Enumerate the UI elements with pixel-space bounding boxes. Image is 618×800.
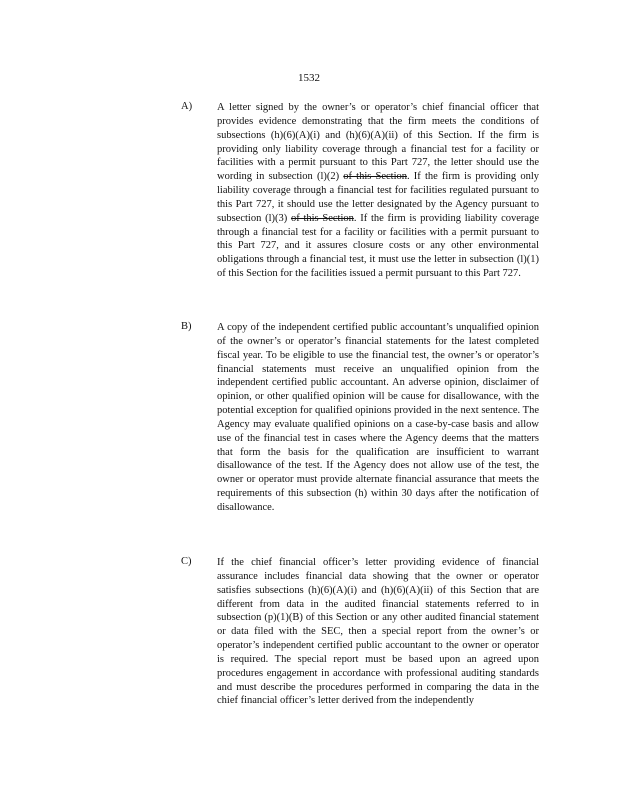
paragraph-c-segment: If the chief financial officer’s letter providing evidence of financial assurance includes financial data showing that the owner or operator satisfies subsections (h)(6)(A)(i) and (h)(6)(A)(ii) of this Section that are different from data in the audited financial statements referred to in subsection (p)(1)(B) of this Section or any other audited financial statement or data filed with the SEC, then a special report from the owner’s or operator’s independent certified public accountant to the owner or operator is required. The special report must be based upon an agreed upon procedures engagement in accordance with professional auditing standards and must describe the procedures performed in comparing the data in the chief financial officer’s letter derived from the independently <box>217 557 539 707</box>
paragraph-c-text <box>217 556 539 708</box>
paragraph-a-text <box>217 101 539 281</box>
page-number: 1532 <box>298 72 320 84</box>
paragraph-c-marker: C) <box>181 556 192 567</box>
paragraph-a-segment: . If the firm is providing liability coverage through a financial test for a facility or facilities with a permit pursuant to this Part 727, and it assures closure costs or any other environmental obligations through a financial test, it must use the letter in subsection (l)(1) of this Section for the facilities issued a permit pursuant to this Part 727. <box>217 212 539 280</box>
paragraph-b-text <box>217 321 539 515</box>
paragraph-a-segment: . If the firm is providing only liability coverage through a financial test for facilities regulated pursuant to this Part 727, it should use the letter designated by the Agency pursuant to subsection (l)(3) <box>217 171 539 224</box>
paragraph-a-struck-segment: of this Section <box>290 212 354 224</box>
paragraph-a-struck-segment: of this Section <box>343 171 408 183</box>
paragraph-a-segment: A letter signed by the owner’s or operator’s chief financial officer that provides evidence demonstrating that the firm meets the conditions of subsections (h)(6)(A)(i) and (h)(6)(A)(ii) of this Section. If the firm is providing only liability coverage through a financial test for a facility or facilities with a permit pursuant to this Part 727, the letter should use the wording in subsection (l)(2) <box>217 102 539 183</box>
paragraph-a-marker: A) <box>181 101 193 112</box>
paragraph-b-segment: A copy of the independent certified public accountant’s unqualified opinion of the owner’s or operator’s financial statements for the latest completed fiscal year. To be eligible to use the financial test, the owner’s or operator’s financial statements must receive an unqualified opinion from the independent certified public accountant. An adverse opinion, disclaimer of opinion, or other qualified opinion will be cause for disallowance, with the potential exception for qualified opinions provided in the next sentence. The Agency may evaluate qualified opinions on a case-by-case basis and allow use of the financial test in cases where the Agency deems that the matters that form the basis for the qualification are insufficient to warrant disallowance of the test. If the Agency does not allow use of the test, the owner or operator must provide alternate financial assurance that meets the requirements of this subsection (h) within 30 days after the notification of disallowance. <box>217 322 539 513</box>
paragraph-b-marker: B) <box>181 321 192 332</box>
